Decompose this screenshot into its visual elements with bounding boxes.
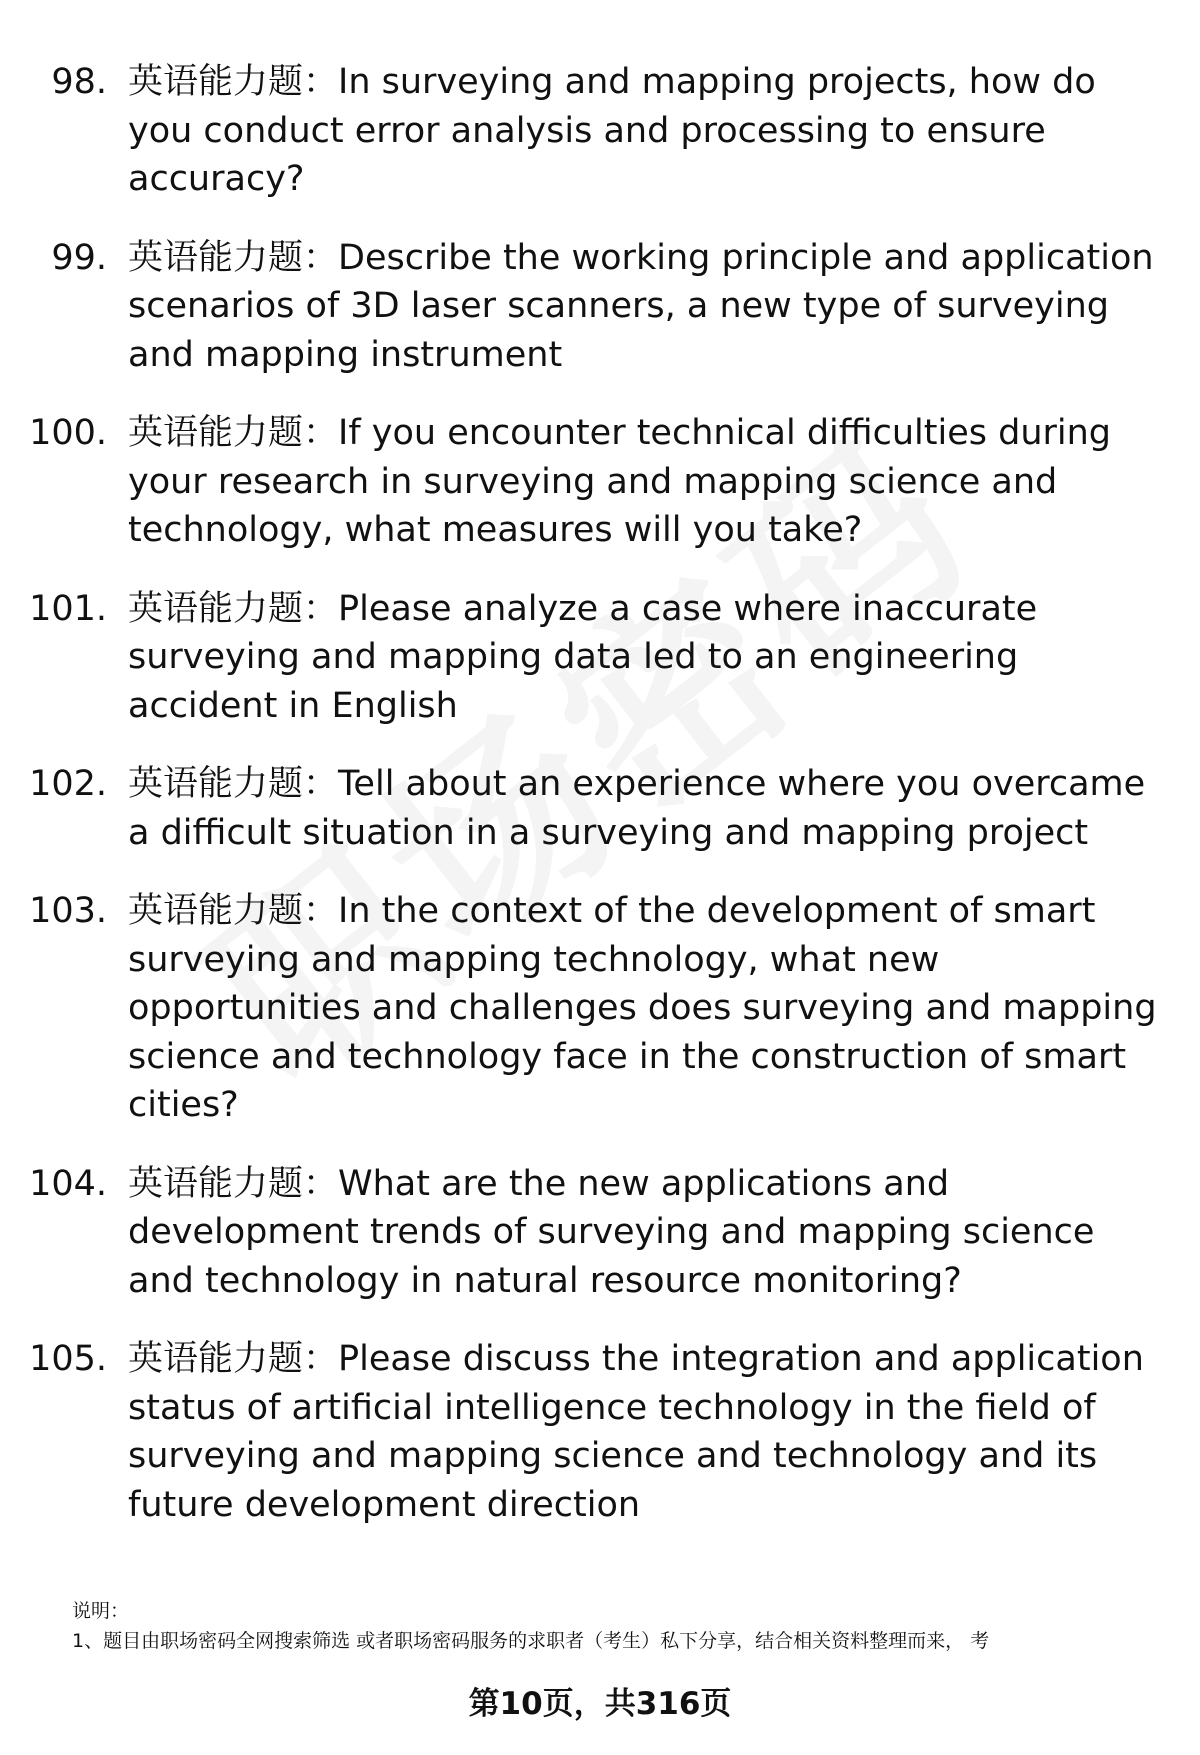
question-number: 105. [29,1339,107,1379]
question-number: 103. [29,891,107,931]
question-list [0,58,1200,1559]
note-line: 1、题目由职场密码全网搜索筛选 或者职场密码服务的求职者（考生）私下分享，结合相关资料整理而来， 考 [72,1630,990,1652]
question-item [0,1335,1200,1529]
question-text: 英语能力题：Please analyze a case where inaccurate surveying and mapping data led to an engineering accident in English [128,588,1038,726]
footer-note [72,1596,1172,1656]
question-text: 英语能力题：In surveying and mapping projects, how do you conduct error analysis and processing to ensure accuracy? [128,62,1096,199]
question-item [0,760,1200,857]
question-number: 102. [29,764,107,804]
question-text: 英语能力题：Describe the working principle and application scenarios of 3D laser scanners, a new type of surveying and mapping instrument [128,237,1154,375]
question-text: 英语能力题：If you encounter technical difficulties during your research in surveying and mapping science and technology, what measures will you take? [128,413,1112,550]
question-item [0,58,1200,204]
question-number: 104. [29,1163,107,1204]
question-text: 英语能力题：Tell about an experience where you overcame a difficult situation in a surveying and mapping project [128,764,1146,853]
question-item [0,234,1200,380]
page-number: 第10页，共316页 [468,1686,732,1722]
question-number: 99. [51,237,107,278]
question-item [0,409,1200,555]
question-number: 98. [51,62,107,102]
question-item [0,887,1200,1130]
question-number: 101. [29,588,107,629]
question-number: 100. [29,413,107,453]
question-text: 英语能力题：Please discuss the integration and application status of artificial intelligence technology in the field of surveying and mapping science and technology and its future development direction [128,1339,1144,1525]
question-text: 英语能力题：In the context of the development of smart surveying and mapping technology, what new opportunities and challenges does surveying and mapping science and technology face in the construction of smart cities? [128,891,1157,1125]
question-item [0,585,1200,731]
note-heading: 说明： [72,1600,130,1622]
question-item [0,1160,1200,1306]
question-text: 英语能力题：What are the new applications and development trends of surveying and mapping science and technology in natural resource monitoring? [128,1163,1095,1301]
